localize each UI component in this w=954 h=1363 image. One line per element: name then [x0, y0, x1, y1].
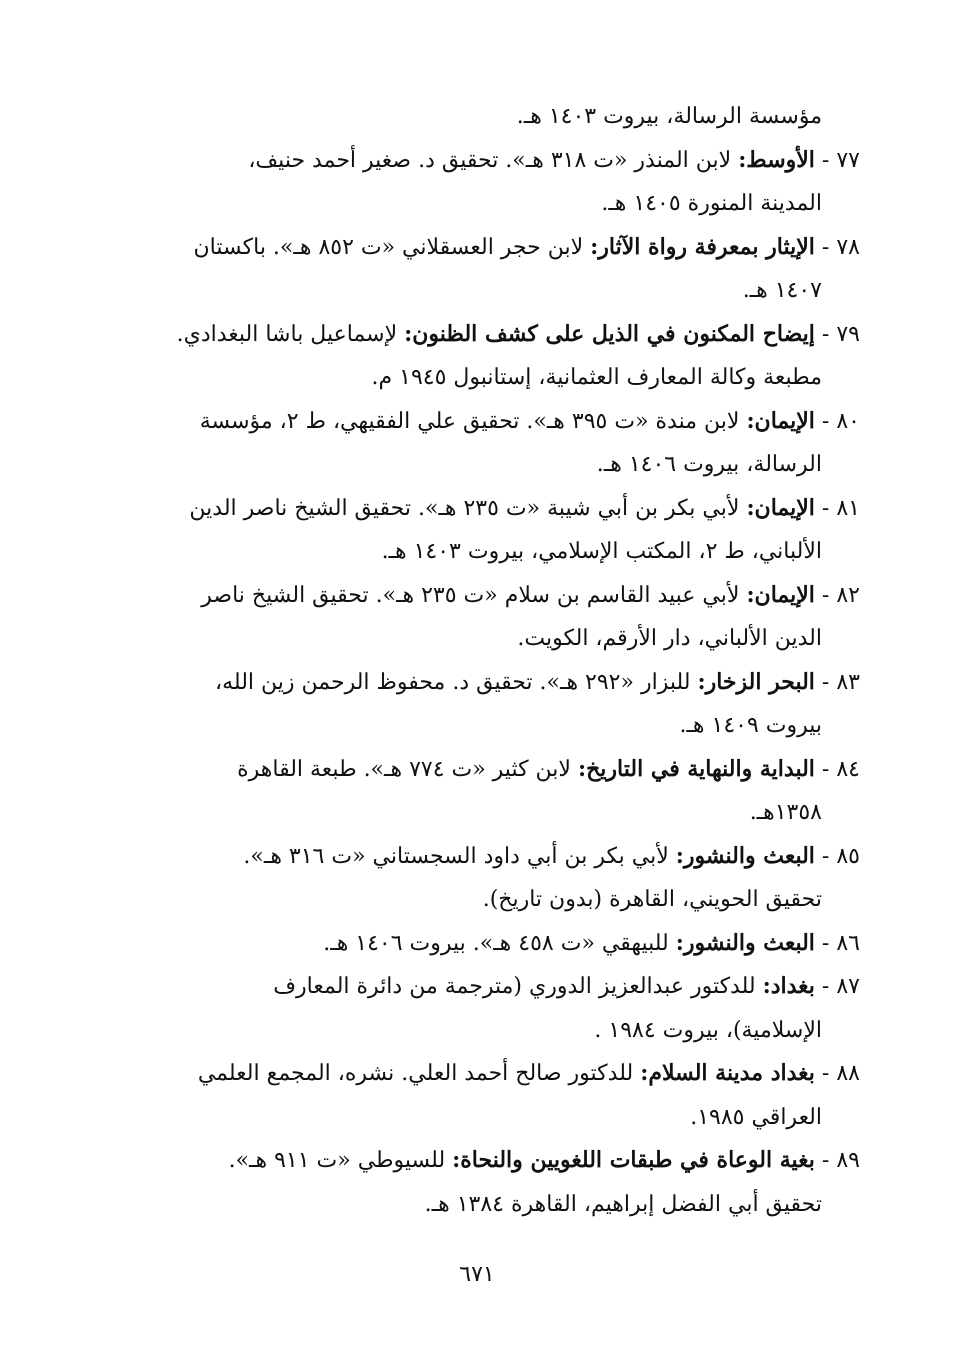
- entry-continuation-line: تحقيق الحويني، القاهرة (بدون تاريخ).: [482, 887, 822, 912]
- entry-title: إيضاح المكنون في الذيل على كشف الظنون:: [404, 320, 815, 347]
- entry-number: ٧٨ -: [821, 234, 860, 260]
- entry-first-line: [140, 748, 860, 792]
- bibliography-entry: [140, 922, 860, 966]
- entry-details: للبزار «٢٩٢ هـ». تحقيق د. محفوظ الرحمن زين الله،: [215, 669, 691, 695]
- entry-number: ٨٥ -: [821, 843, 860, 869]
- bibliography-entry: [140, 661, 860, 748]
- entry-details: لابن كثير «ت ٧٧٤ هـ». طبعة القاهرة: [237, 756, 571, 782]
- bibliography-entry: [140, 139, 860, 226]
- bibliography-entry: [140, 574, 860, 661]
- entry-details: لأبي بكر بن أبي داود السجستاني «ت ٣١٦ هـ».: [243, 843, 669, 869]
- continuation-line: مؤسسة الرسالة، بيروت ١٤٠٣ هـ.: [516, 104, 822, 129]
- entry-details: للسيوطي «ت ٩١١ هـ».: [228, 1148, 446, 1173]
- entry-details: للدكتور عبدالعزيز الدوري (مترجمة من دائرة المعارف: [273, 974, 756, 999]
- entry-number: ٧٧ -: [821, 147, 860, 173]
- entry-details: للبيهقي «ت ٤٥٨ هـ». بيروت ١٤٠٦ هـ.: [323, 930, 669, 956]
- entry-continuation-line: المدينة المنورة ١٤٠٥ هـ.: [601, 191, 822, 216]
- page-number: ٦٧١: [459, 1262, 495, 1287]
- entry-first-line: [140, 226, 860, 270]
- entry-title: بغداد:: [762, 973, 815, 999]
- entry-first-line: [140, 139, 860, 183]
- entry-continuation-line: العراقي ١٩٨٥.: [690, 1104, 822, 1130]
- entry-first-line: [140, 1052, 860, 1096]
- bibliography-entry: [140, 1052, 860, 1139]
- entry-number: ٨٢ -: [821, 582, 860, 608]
- entry-first-line: [140, 313, 860, 357]
- entry-number: ٨٨ -: [821, 1061, 860, 1086]
- bibliography-page: [140, 95, 860, 1226]
- entry-title: البداية والنهاية في التاريخ:: [577, 755, 815, 782]
- entry-first-line: [140, 400, 860, 444]
- entry-first-line: [140, 965, 860, 1009]
- entry-details: لأبي بكر بن أبي شيبة «ت ٢٣٥ هـ». تحقيق الشيخ ناصر الدين: [189, 495, 740, 521]
- entry-first-line: [140, 922, 860, 966]
- entry-first-line: [140, 835, 860, 879]
- entry-number: ٨٤ -: [821, 756, 860, 782]
- bibliography-entry: [140, 748, 860, 835]
- entry-title: الإيمان:: [746, 407, 815, 434]
- entry-title: الإيمان:: [746, 581, 815, 608]
- entry-number: ٧٩ -: [821, 321, 860, 347]
- entry-continuation-line: الرسالة، بيروت ١٤٠٦ هـ.: [596, 452, 822, 477]
- bibliography-entry: [140, 400, 860, 487]
- entry-number: ٨٦ -: [821, 930, 860, 956]
- entry-details: لإسماعيل باشا البغدادي.: [176, 321, 398, 347]
- entry-title: بغية الوعاة في طبقات اللغويين والنحاة:: [452, 1147, 815, 1173]
- entry-title: الإيمان:: [746, 494, 815, 521]
- entry-number: ٨٣ -: [821, 669, 860, 695]
- bibliography-entry: [140, 226, 860, 313]
- entry-title: الإيثار بمعرفة رواة الآثار:: [590, 233, 815, 260]
- entry-number: ٨٧ -: [821, 974, 860, 999]
- entry-details: للدكتور صالح أحمد العلي. نشره، المجمع العلمي: [197, 1061, 634, 1086]
- entry-continuation-line: ١٤٠٧ هـ.: [742, 278, 822, 303]
- entry-continuation-line: تحقيق أبي الفضل إبراهيم، القاهرة ١٣٨٤ هـ.: [424, 1191, 822, 1217]
- bibliography-entry: [140, 835, 860, 922]
- entry-title: الأوسط:: [738, 146, 815, 173]
- entry-continuation-line: بيروت ١٤٠٩ هـ.: [679, 713, 822, 738]
- entry-title: البعث والنشور:: [675, 842, 815, 869]
- entry-continuation-line: ١٣٥٨هـ.: [749, 800, 822, 825]
- entries-list: [140, 139, 860, 1227]
- bibliography-entry: [140, 965, 860, 1052]
- entry-details: لابن حجر العسقلاني «ت ٨٥٢ هـ». باكستان: [193, 234, 584, 260]
- entry-continuation-line: الإسلامية)، بيروت ١٩٨٤ .: [594, 1017, 822, 1043]
- bibliography-entry: [140, 1139, 860, 1226]
- entry-first-line: [140, 1139, 860, 1183]
- bibliography-entry: [140, 487, 860, 574]
- entry-number: ٨١ -: [821, 495, 860, 521]
- entry-details: لابن المنذر «ت ٣١٨ هـ». تحقيق د. صغير أحمد حنيف،: [248, 147, 732, 173]
- entry-details: لأبي عبيد القاسم بن سلام «ت ٢٣٥ هـ». تحقيق الشيخ ناصر: [201, 582, 740, 608]
- entry-title: بغداد مدينة السلام:: [640, 1060, 815, 1086]
- entry-first-line: [140, 661, 860, 705]
- entry-first-line: [140, 487, 860, 531]
- entry-number: ٨٩ -: [821, 1148, 860, 1173]
- entry-title: البعث والنشور:: [675, 929, 815, 956]
- bibliography-entry: [140, 313, 860, 400]
- entry-continuation-line: مطبعة وكالة المعارف العثمانية، إستانبول ١٩٤٥ م.: [371, 365, 822, 390]
- entry-details: لابن مندة «ت ٣٩٥ هـ». تحقيق علي الفقيهي، ط ٢، مؤسسة: [199, 408, 740, 434]
- entry-number: ٨٠ -: [821, 408, 860, 434]
- entry-continuation-line: الدين الألباني، دار الأرقم، الكويت.: [517, 626, 822, 651]
- entry-continuation-line: الألباني، ط ٢، المكتب الإسلامي، بيروت ١٤٠٣ هـ.: [381, 539, 822, 564]
- entry-title: البحر الزخار:: [697, 668, 815, 695]
- entry-first-line: [140, 574, 860, 618]
